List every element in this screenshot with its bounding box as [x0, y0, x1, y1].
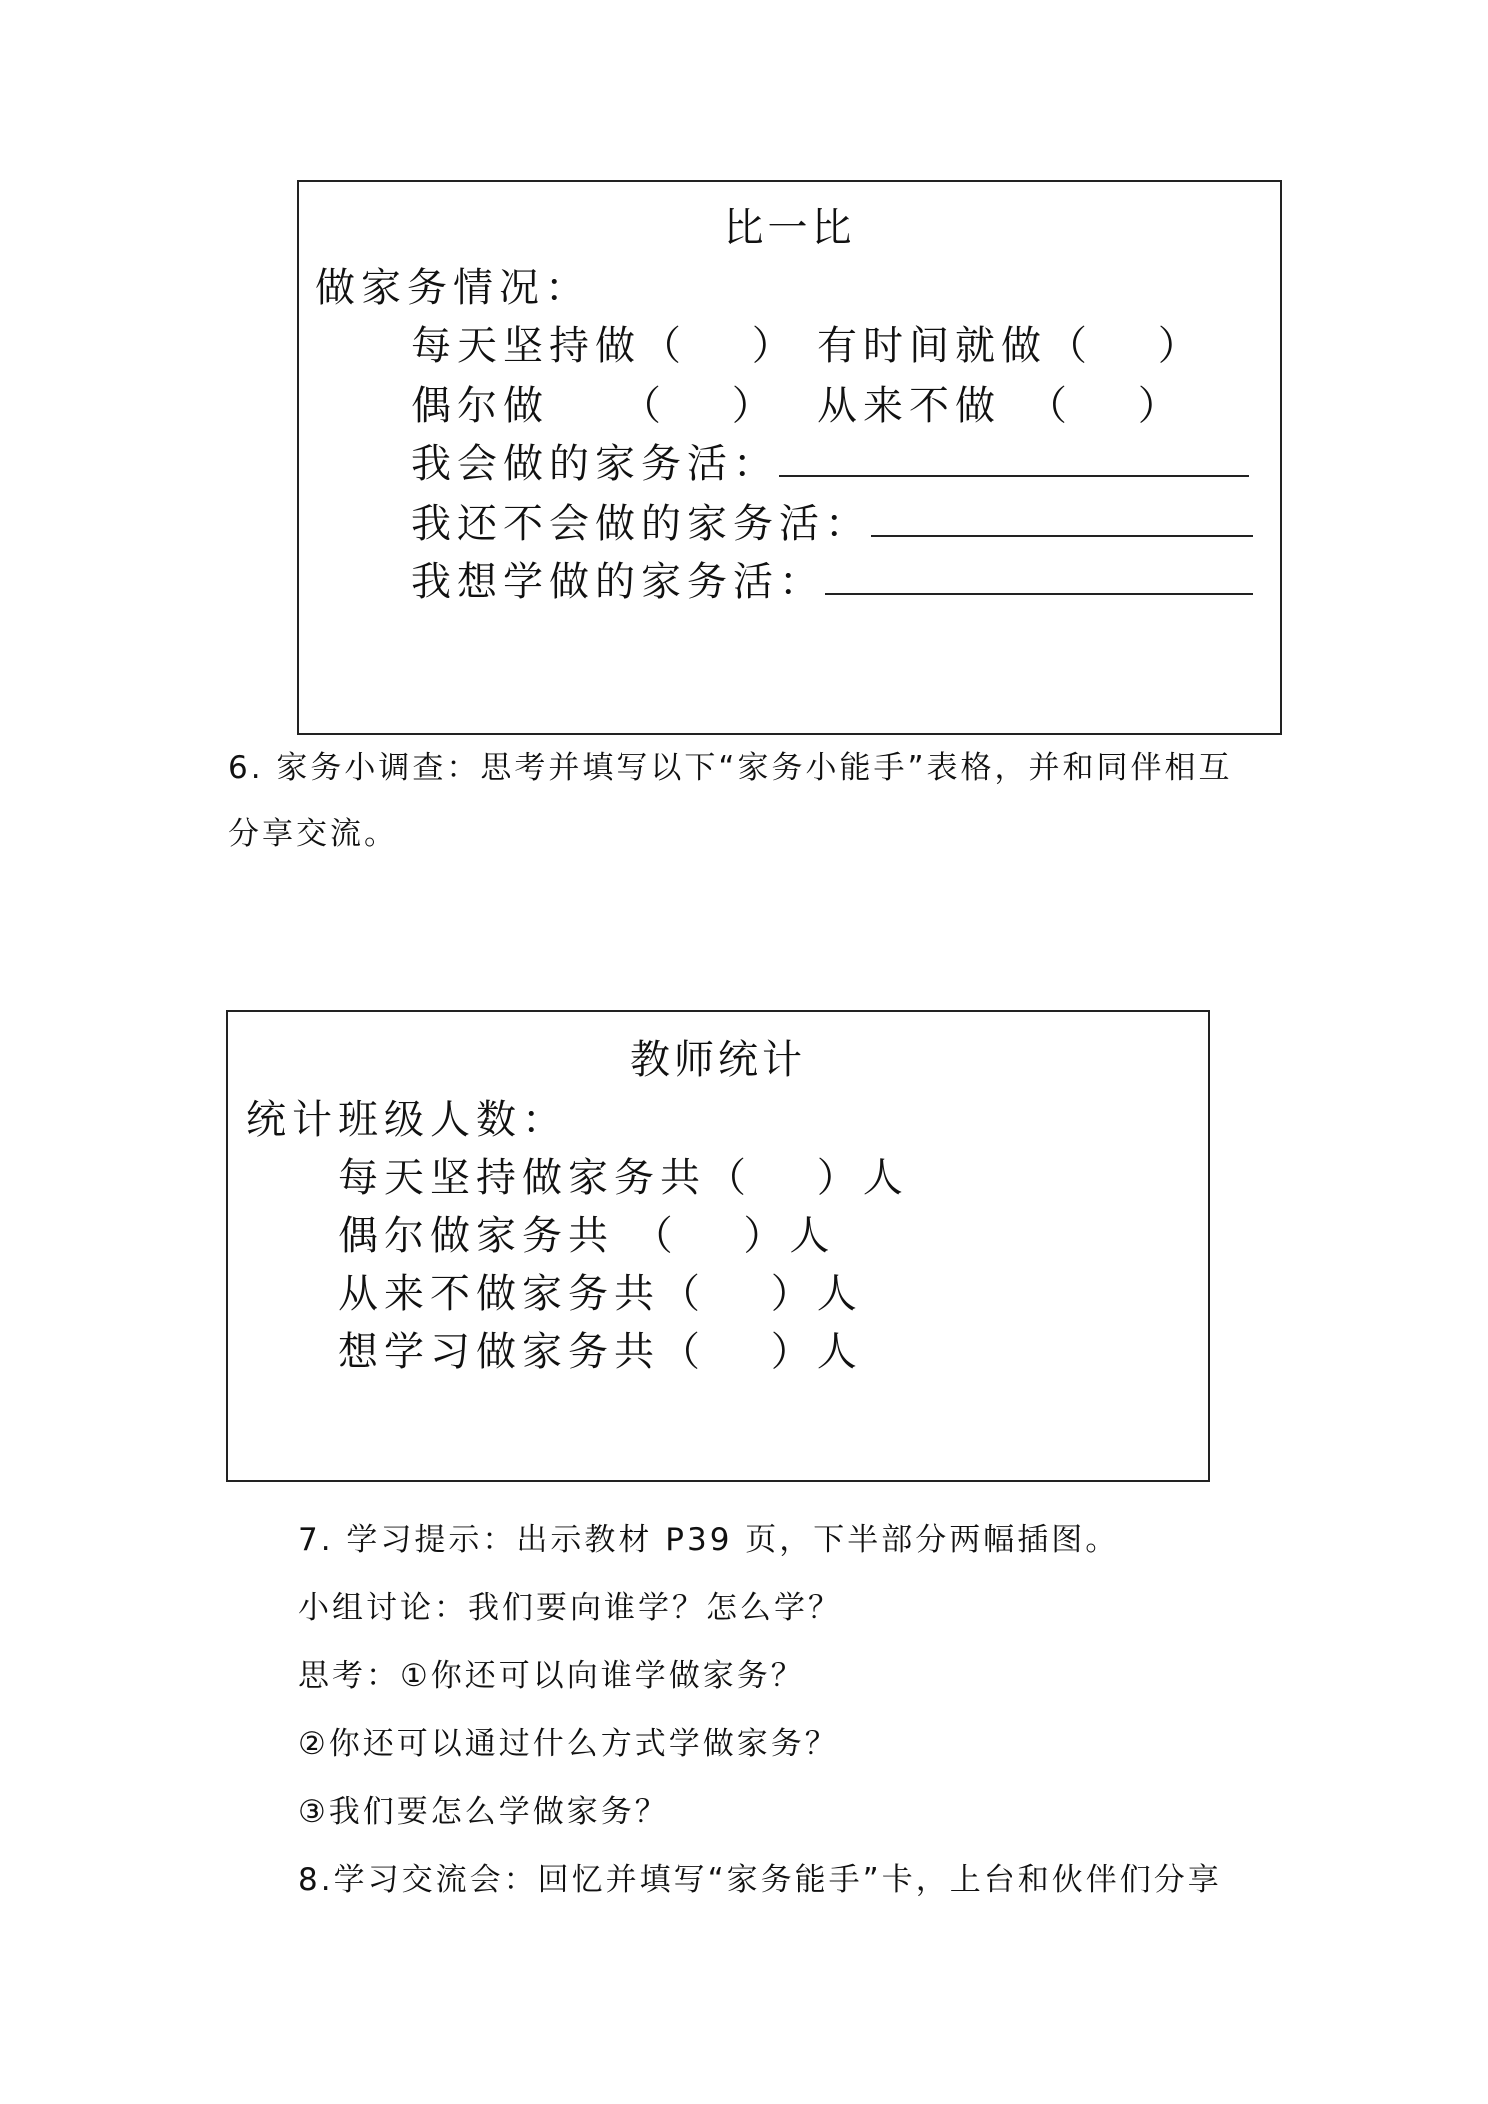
- item7-line1: 7. 学习提示：出示教材 P39 页，下半部分两幅插图。: [298, 1522, 1120, 1558]
- item6-line2: 分享交流。: [228, 816, 398, 852]
- want-learn-row: [411, 550, 1253, 607]
- compare-box-title: 比一比: [723, 205, 856, 251]
- cannot-do-row: [411, 492, 1253, 549]
- item7-line4: ②你还可以通过什么方式学做家务？: [298, 1726, 839, 1762]
- cannot-do-blank[interactable]: [871, 503, 1253, 537]
- teacher-stats-heading: 统计班级人数：: [246, 1097, 568, 1143]
- teacher-stats-title: 教师统计: [630, 1037, 806, 1083]
- stat-want-learn: 想学习做家务共（ ）人: [338, 1329, 863, 1375]
- item7-line2: 小组讨论：我们要向谁学？怎么学？: [298, 1590, 842, 1626]
- item7-line5: ③我们要怎么学做家务？: [298, 1794, 669, 1830]
- stat-every-day: 每天坚持做家务共（ ）人: [338, 1155, 909, 1201]
- can-do-row: [411, 432, 1249, 489]
- item7-line3: 思考：①你还可以向谁学做家务？: [298, 1658, 805, 1694]
- can-do-blank[interactable]: [779, 443, 1249, 477]
- cannot-do-label: 我还不会做的家务活：: [411, 501, 871, 547]
- item6-line1: 6. 家务小调查：思考并填写以下“家务小能手”表格，并和同伴相互: [228, 750, 1233, 786]
- want-learn-blank[interactable]: [825, 561, 1253, 595]
- compare-box-heading: 做家务情况：: [315, 265, 591, 311]
- want-learn-label: 我想学做的家务活：: [411, 559, 825, 605]
- stat-never: 从来不做家务共（ ）人: [338, 1271, 863, 1317]
- item8-line1: 8.学习交流会：回忆并填写“家务能手”卡，上台和伙伴们分享: [298, 1862, 1222, 1898]
- option-when-free: 有时间就做（ ）: [817, 323, 1204, 369]
- option-never: 从来不做 （ ）: [817, 383, 1184, 429]
- can-do-label: 我会做的家务活：: [411, 441, 779, 487]
- compare-box: [297, 180, 1282, 735]
- stat-occasionally: 偶尔做家务共 （ ）人: [338, 1213, 836, 1259]
- option-occasionally: 偶尔做 （ ）: [411, 383, 778, 429]
- option-every-day: 每天坚持做（ ）: [411, 323, 798, 369]
- teacher-stats-box: [226, 1010, 1210, 1482]
